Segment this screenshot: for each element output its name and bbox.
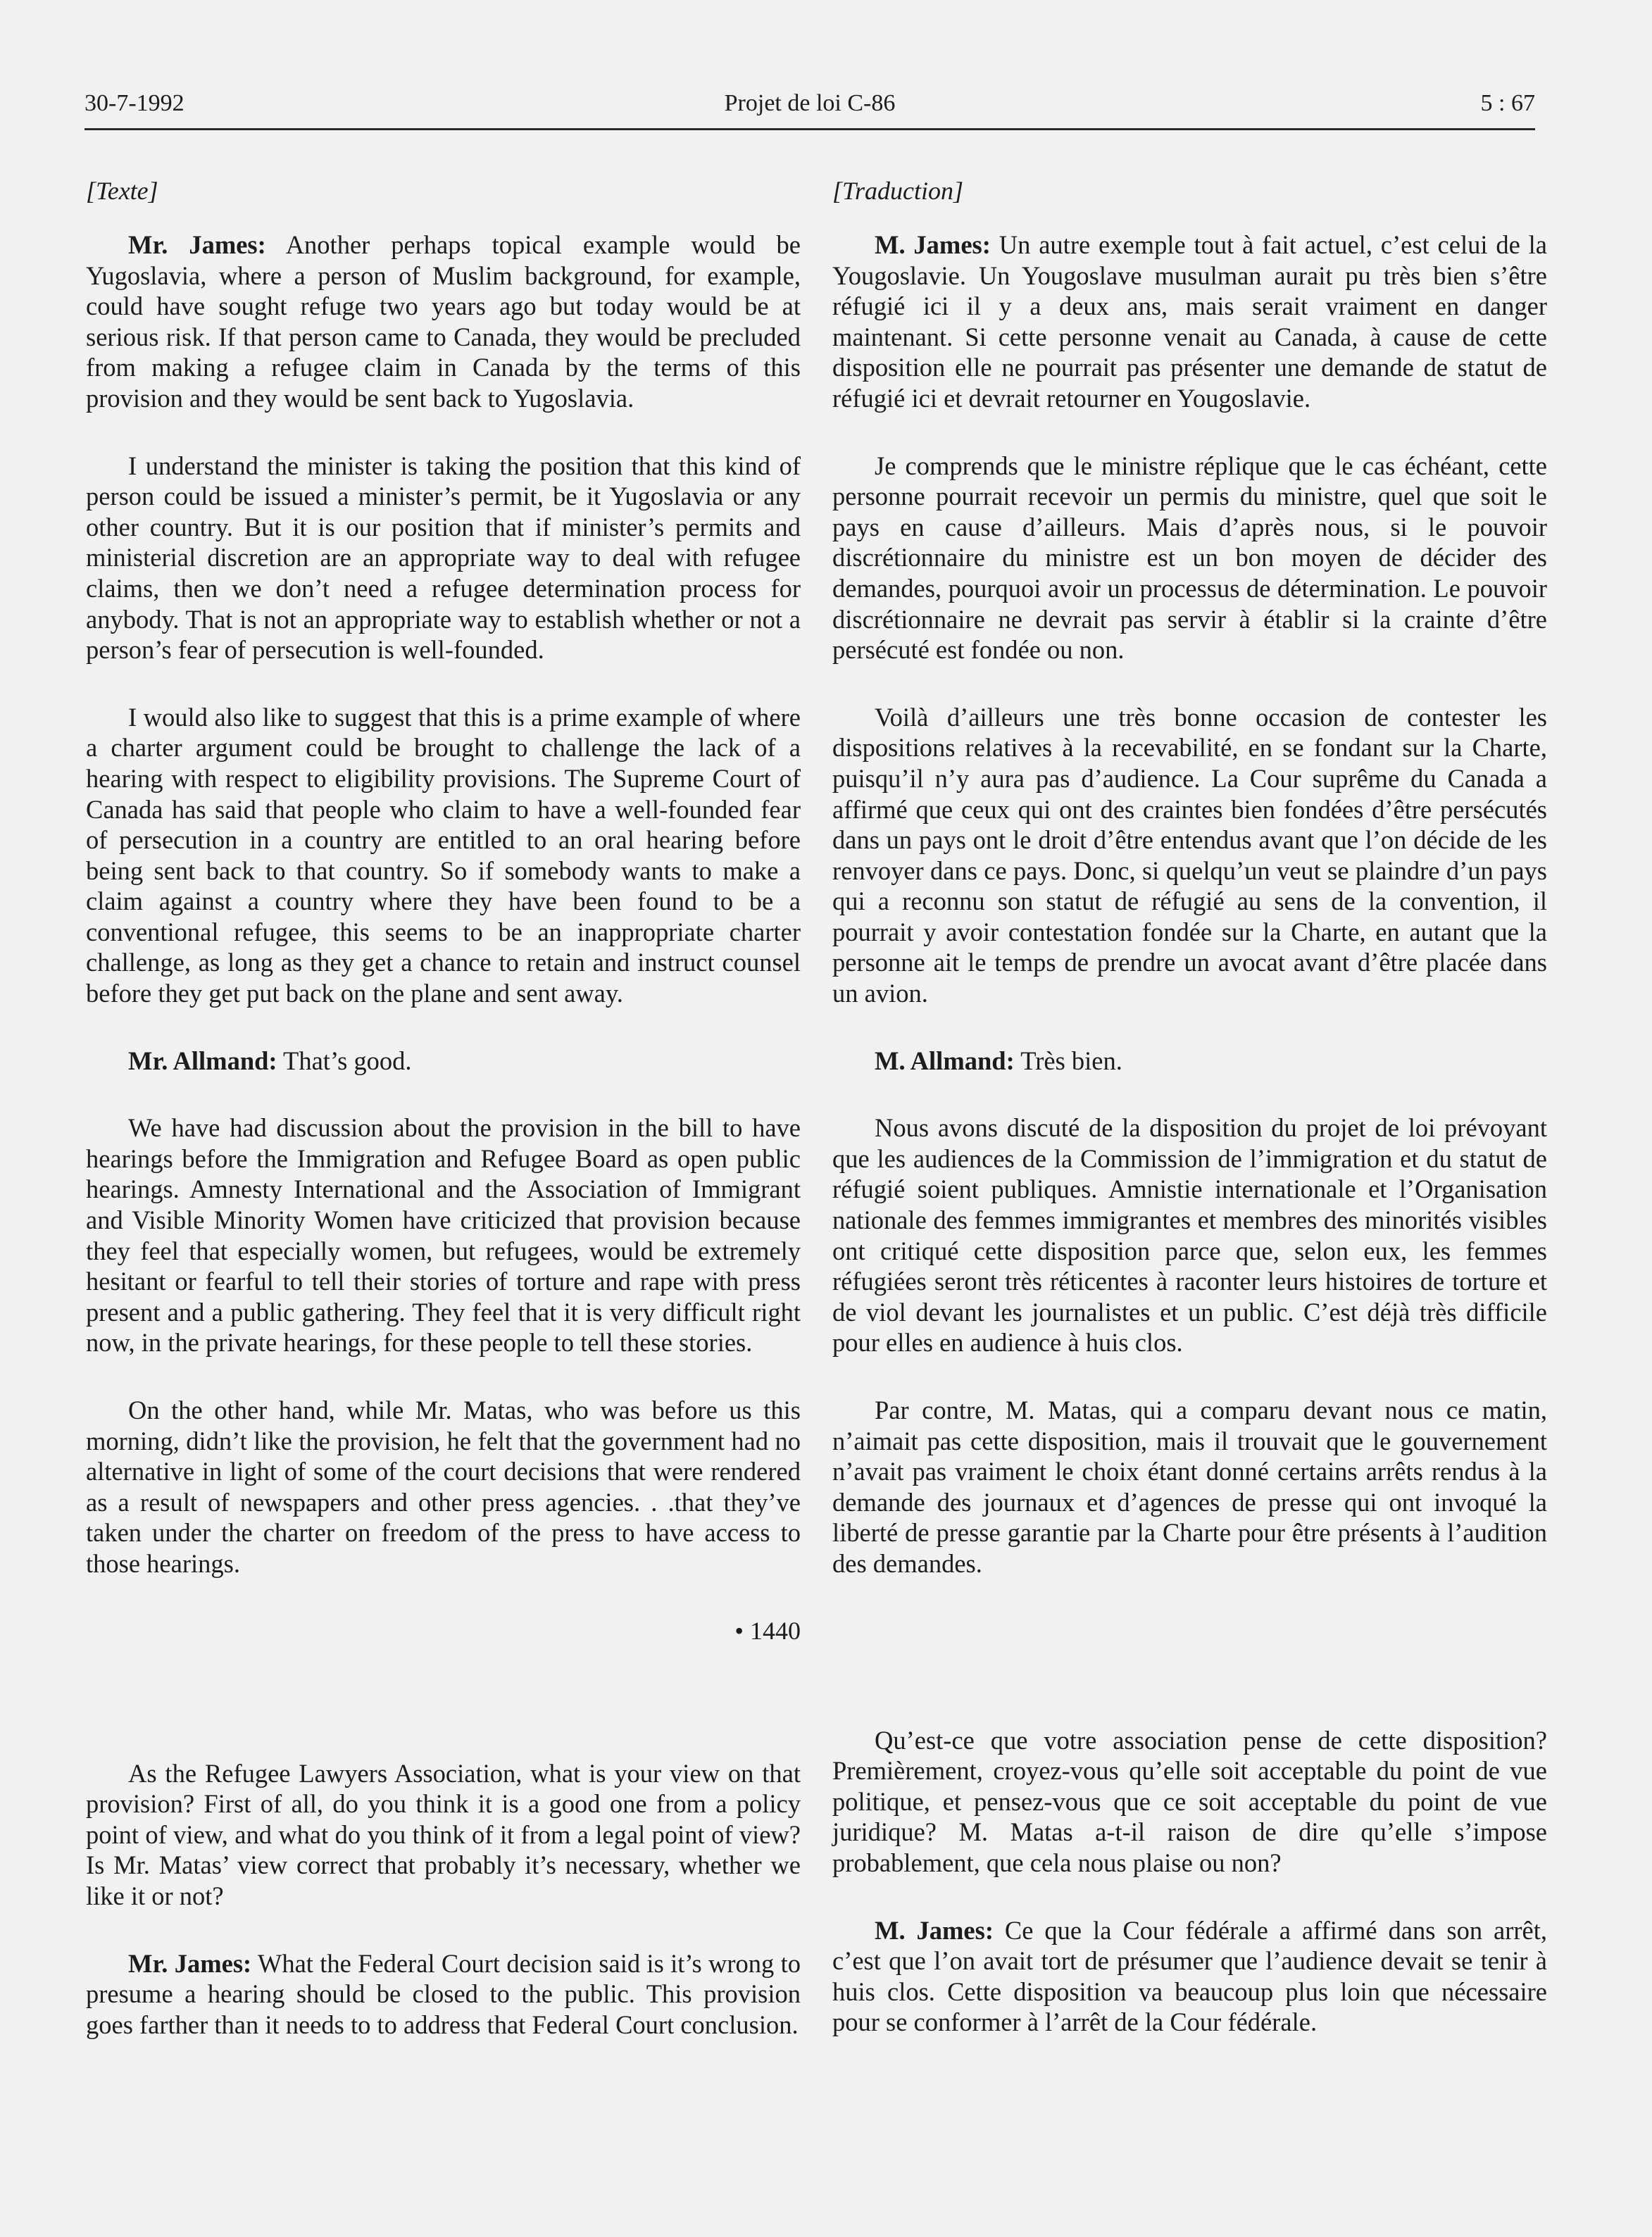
text-section-tag: [Texte] [86, 177, 158, 205]
speaker-label: M. James: [875, 230, 991, 259]
english-column [86, 176, 801, 2076]
paragraph-text: What the Federal Court decision said is it’s wrong to presume a hearing should be closed to the public. This provision goes farther than it needs to to address that Federal Court conclusion. [86, 1948, 801, 2039]
paragraph-text: Ce que la Cour fédérale a affirmé dans son arrêt, c’est que l’on avait tort de présumer que l’audience devait se tenir à huis clos. Cette disposition va beaucoup plus loin que nécessaire pour se conformer à l’arrêt de la Cour fédérale. [832, 1915, 1547, 2037]
paragraph-matas-view: On the other hand, while Mr. Matas, who was before us this morning, didn’t like the provision, he felt that the government had no alternative in light of some of the court decisions that were rendered as a result of newspapers and other press agencies. . .that they’ve taken under the charter on freedom of the press to have access to those hearings. [86, 1396, 801, 1578]
paragraph-james-federal-court [86, 1948, 801, 2041]
speaker-label: M. James: [875, 1915, 994, 1945]
paragraph-allmand-tres-bien [832, 1046, 1547, 1077]
paragraph-permis-ministre: Je comprends que le ministre réplique que le cas échéant, cette personne pourrait recevoir un permis du ministre, quel que soit le pays en cause d’ailleurs. Mais d’après nous, si le pouvoir discrétionnaire du ministre est un bon moyen de décider des demandes, pourquoi avoir un processus de détermination. Le pouvoir discrétionnaire ne devrait pas servir à établir si la crainte d’être persécuté est fondée ou non. [832, 451, 1547, 665]
header-date: 30-7-1992 [85, 90, 184, 116]
paragraph-question-association: Qu’est-ce que votre association pense de cette disposition? Premièrement, croyez-vous qu’elle soit acceptable du point de vue politique, et pensez-vous que ce soit acceptable du point de vue juridique? M. Matas a-t-il raison de dire qu’elle s’impose probablement, que cela nous plaise ou non? [832, 1725, 1547, 1877]
paragraph-james-yugoslavia [86, 230, 801, 414]
paragraph-text: That’s good. [277, 1046, 412, 1075]
paragraph-association-question: As the Refugee Lawyers Association, what is your view on that provision? First of all, do you think it is a good one from a policy point of view, and what do you think of it from a legal point of view? Is Mr. Matas’ view correct that probably it’s necessary, whether we like it or not? [86, 1758, 801, 1910]
paragraph-text: Un autre exemple tout à fait actuel, c’est celui de la Yougoslavie. Un Yougoslave musulman aurait pu très bien s’être réfugié ici il y a deux ans, mais serait vraiment en danger maintenant. Si cette personne venait au Canada, à cause de cette disposition elle ne pourrait pas présenter une demande de statut de réfugié ici et devrait retourner en Yougoslavie. [832, 230, 1547, 413]
french-column [832, 176, 1547, 2074]
speaker-label: Mr. James: [128, 1948, 252, 1978]
speaker-label: Mr. James: [128, 230, 266, 259]
paragraph-contester-charte: Voilà d’ailleurs une très bonne occasion de contester les dispositions relatives à la recevabilité, en se fondant sur la Charte, puisqu’il n’y aura pas d’audience. La Cour suprême du Canada a affirmé que ceux qui ont des craintes bien fondées d’être persécutés dans un pays ont le droit d’être entendus avant que l’on décide de les renvoyer dans ce pays. Donc, si quelqu’un veut se plaindre d’un pays qui a reconnu son statut de réfugié au sens de la convention, il pourrait y avoir contestation fondée sur la Charte, en autant que la personne ait le temps de prendre un avocat avant d’être placée dans un avion. [832, 702, 1547, 1008]
paragraph-charter-argument: I would also like to suggest that this is a prime example of where a charter argument could be brought to challenge the lack of a hearing with respect to eligibility provisions. The Supreme Court of Canada has said that people who claim to have a well-founded fear of persecution in a country are entitled to an oral hearing before being sent back to that country. So if somebody wants to make a claim against a country where they have been found to be a conventional refugee, this seems to be an inappropriate charter challenge, as long as they get a chance to retain and instruct counsel before they get put back on the plane and sent away. [86, 702, 801, 1008]
paragraph-matas-avis: Par contre, M. Matas, qui a comparu devant nous ce matin, n’aimait pas cette disposition, mais il trouvait que le gouvernement n’avait pas vraiment le choix étant donné certains arrêts rendus à la demande des journaux et d’agences de presse qui ont invoqué la liberté de presse garantie par la Charte pour être présents à l’audition des demandes. [832, 1396, 1547, 1578]
speaker-label: Mr. Allmand: [128, 1046, 277, 1075]
paragraph-minister-permit: I understand the minister is taking the position that this kind of person could be issued a minister’s permit, be it Yugoslavia or any other country. But it is our position that if minister’s permits and ministerial discretion are an appropriate way to deal with refugee claims, then we don’t need a refugee determination process for anybody. That is not an appropriate way to establish whether or not a person’s fear of persecution is well-founded. [86, 451, 801, 665]
paragraph-james-cour-federale [832, 1915, 1547, 2038]
header-page-number: 5 : 67 [1480, 90, 1535, 116]
page-header [85, 84, 1535, 130]
time-marker: • 1440 [734, 1616, 801, 1645]
paragraph-text: Très bien. [1014, 1046, 1122, 1075]
column-spacer [832, 1616, 1547, 1725]
paragraph-audiences-publiques: Nous avons discuté de la disposition du projet de loi prévoyant que les audiences de la Commission de l’immigration et du statut de réfugié soient publiques. Amnistie internationale et l’Organisation nationale des femmes immigrantes et membres des minorités visibles ont critiqué cette disposition parce que, selon eux, les femmes réfugiées seront très réticentes à raconter leurs histoires de torture et de viol devant les journalistes et un public. C’est déjà très difficile pour elles en audience à huis clos. [832, 1113, 1547, 1358]
translation-section-tag: [Traduction] [832, 177, 964, 205]
speaker-label: M. Allmand: [875, 1046, 1015, 1075]
paragraph-text: Another perhaps topical example would be Yugoslavia, where a person of Muslim background, for example, could have sought refuge two years ago but today would be at serious risk. If that person came to Canada, they would be precluded from making a refugee claim in Canada by the terms of this provision and they would be sent back to Yugoslavia. [86, 230, 801, 413]
paragraph-james-yougoslavie [832, 230, 1547, 414]
header-title: Projet de loi C-86 [724, 90, 896, 116]
paragraph-allmand-good [86, 1046, 801, 1077]
paragraph-open-hearings: We have had discussion about the provision in the bill to have hearings before the Immigration and Refugee Board as open public hearings. Amnesty International and the Association of Immigrant and Visible Minority Women have criticized that provision because they feel that especially women, but refugees, would be extremely hesitant or fearful to tell their stories of torture and rape with press present and a public gathering. They feel that it is very difficult right now, in the private hearings, for these people to tell these stories. [86, 1113, 801, 1358]
